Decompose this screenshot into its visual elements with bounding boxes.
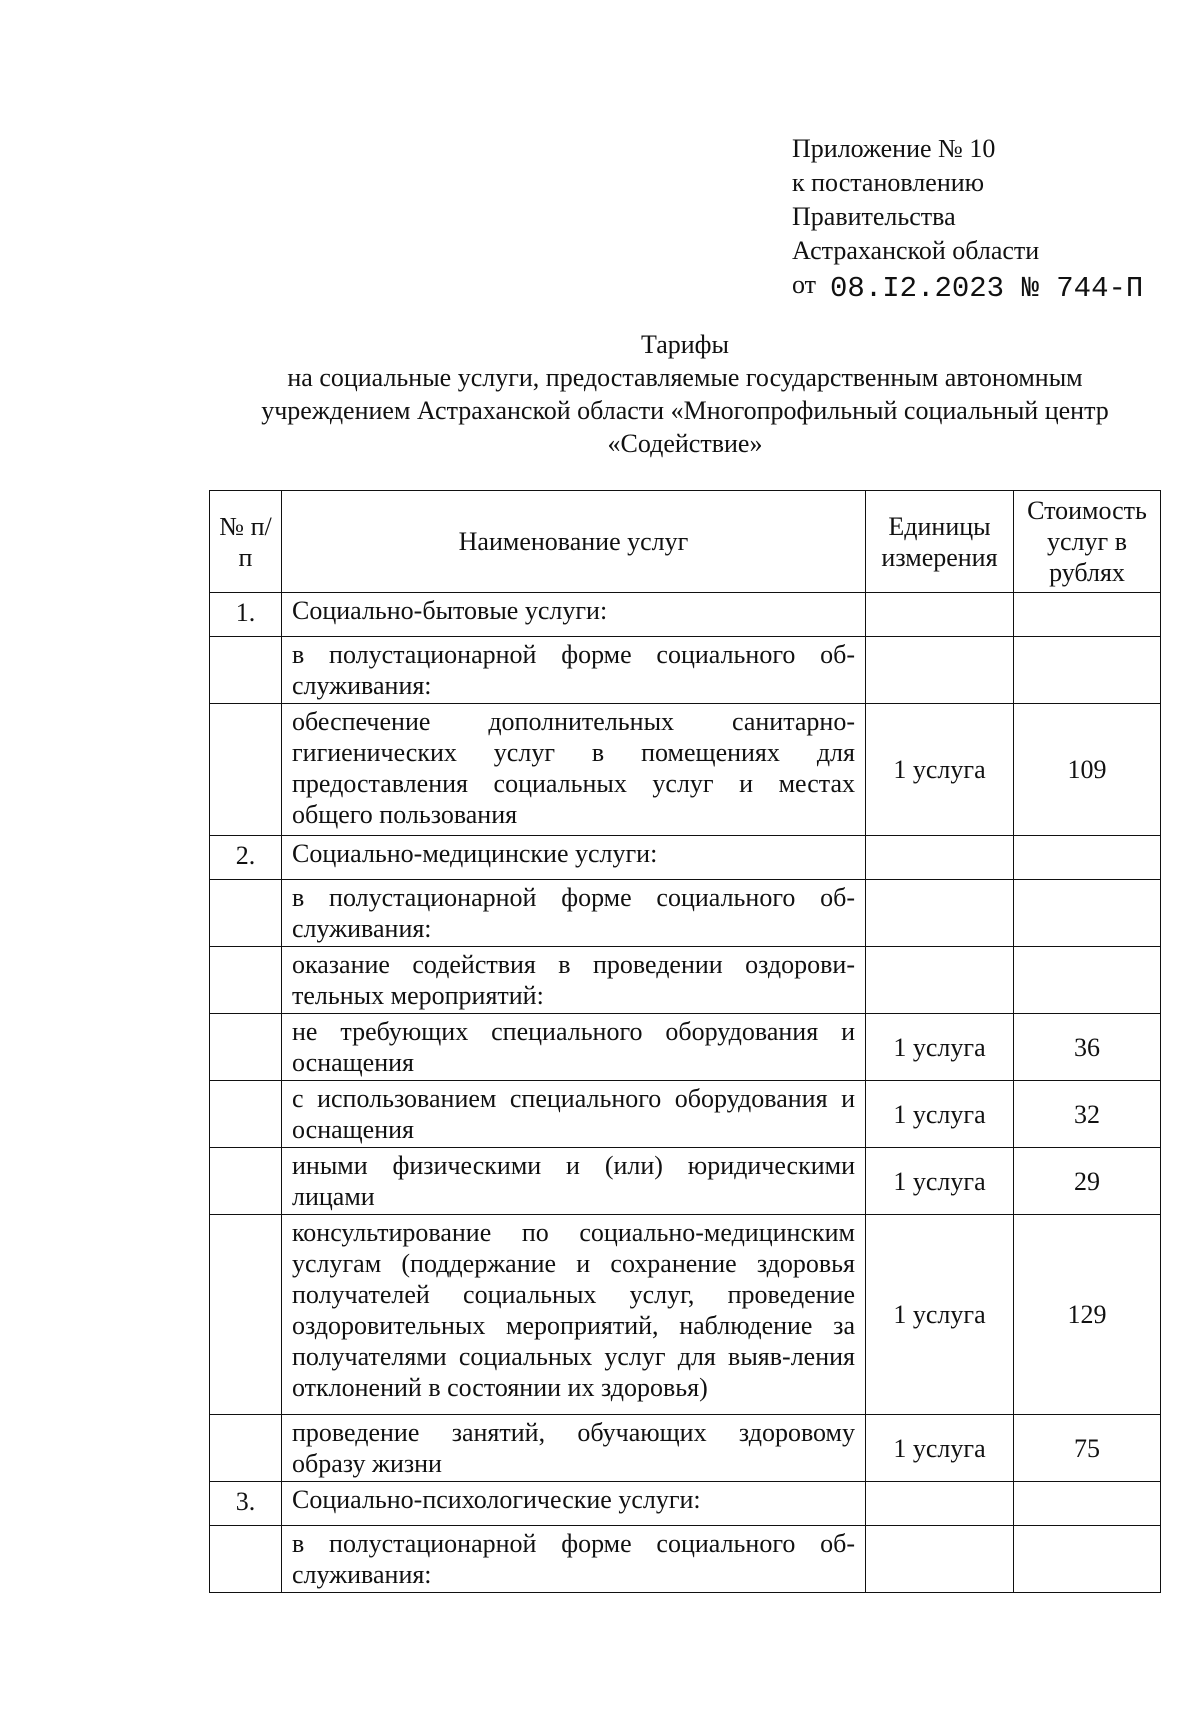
table-row — [210, 1081, 1161, 1148]
table-header-row — [210, 491, 1161, 593]
table-row — [210, 704, 1161, 836]
appendix-line: Астраханской области — [792, 236, 1040, 265]
cell-cost: 109 — [1014, 704, 1161, 836]
cell-num — [210, 1215, 282, 1415]
cell-num — [210, 1526, 282, 1593]
cell-num — [210, 1148, 282, 1215]
table-row — [210, 637, 1161, 704]
cell-name: в полустационарной форме социального об-служивания: — [282, 637, 866, 704]
cell-num — [210, 880, 282, 947]
cell-unit — [866, 637, 1014, 704]
cell-num — [210, 1415, 282, 1482]
cell-name: в полустационарной форме социального об-служивания: — [282, 1526, 866, 1593]
cell-name: не требующих специального оборудования и оснащения — [282, 1014, 866, 1081]
cell-unit: 1 услуга — [866, 704, 1014, 836]
title-line: учреждением Астраханской области «Многопрофильный социальный центр — [261, 396, 1109, 425]
cell-name: консультирование по социально-медицинским услугам (поддержание и сохранение здоровья получателей социальных услуг, проведение оздоровительных мероприятий, наблюдение за получателями социальных услуг для выяв-ления отклонений в состоянии их здоровья) — [282, 1215, 866, 1415]
cell-num — [210, 947, 282, 1014]
cell-unit: 1 услуга — [866, 1081, 1014, 1148]
table-row — [210, 1482, 1161, 1526]
appendix-line: Приложение № 10 — [792, 134, 996, 163]
cell-cost: 29 — [1014, 1148, 1161, 1215]
appendix-block — [792, 132, 1143, 303]
table-row — [210, 1014, 1161, 1081]
cell-cost: 75 — [1014, 1415, 1161, 1482]
cell-name: Социально-бытовые услуги: — [282, 593, 866, 637]
document-title — [205, 328, 1165, 460]
title-line: Тарифы — [640, 330, 729, 359]
title-line: на социальные услуги, предоставляемые государственным автономным — [287, 363, 1083, 392]
cell-num — [210, 1081, 282, 1148]
tariffs-table — [209, 490, 1161, 1593]
table-row — [210, 1526, 1161, 1593]
table-row — [210, 947, 1161, 1014]
cell-name: Социально-психологические услуги: — [282, 1482, 866, 1526]
table-row — [210, 836, 1161, 880]
cell-unit — [866, 1482, 1014, 1526]
appendix-date-line — [792, 268, 1143, 303]
cell-unit — [866, 1526, 1014, 1593]
cell-num: 3. — [210, 1482, 282, 1526]
cell-num — [210, 637, 282, 704]
cell-unit — [866, 947, 1014, 1014]
date-prefix: от — [792, 270, 817, 299]
cell-cost — [1014, 880, 1161, 947]
cell-unit: 1 услуга — [866, 1014, 1014, 1081]
cell-num — [210, 704, 282, 836]
header-num: № п/п — [210, 491, 282, 593]
cell-name: проведение занятий, обучающих здоровому образу жизни — [282, 1415, 866, 1482]
cell-cost: 32 — [1014, 1081, 1161, 1148]
cell-name: в полустационарной форме социального об-служивания: — [282, 880, 866, 947]
title-line: «Содействие» — [607, 429, 763, 458]
table-row — [210, 1415, 1161, 1482]
table-row — [210, 1215, 1161, 1415]
cell-unit — [866, 880, 1014, 947]
header-unit: Единицы измерения — [866, 491, 1014, 593]
table-row — [210, 880, 1161, 947]
cell-unit: 1 услуга — [866, 1415, 1014, 1482]
appendix-line: к постановлению — [792, 168, 985, 197]
cell-cost: 129 — [1014, 1215, 1161, 1415]
cell-unit — [866, 836, 1014, 880]
table-row — [210, 593, 1161, 637]
cell-cost — [1014, 637, 1161, 704]
header-cost: Стоимость услуг в рублях — [1014, 491, 1161, 593]
cell-cost — [1014, 836, 1161, 880]
table-row — [210, 1148, 1161, 1215]
cell-name: оказание содействия в проведении оздорови-тельных мероприятий: — [282, 947, 866, 1014]
cell-cost — [1014, 1482, 1161, 1526]
cell-cost — [1014, 1526, 1161, 1593]
cell-name: с использованием специального оборудования и оснащения — [282, 1081, 866, 1148]
cell-cost — [1014, 593, 1161, 637]
cell-name: Социально-медицинские услуги: — [282, 836, 866, 880]
cell-name: иными физическими и (или) юридическими лицами — [282, 1148, 866, 1215]
cell-num: 2. — [210, 836, 282, 880]
cell-name: обеспечение дополнительных санитарно-гигиенических услуг в помещениях для предоставления социальных услуг и местах общего пользования — [282, 704, 866, 836]
cell-unit: 1 услуга — [866, 1215, 1014, 1415]
cell-cost: 36 — [1014, 1014, 1161, 1081]
header-name: Наименование услуг — [282, 491, 866, 593]
date-stamp: 08.I2.2023 № 744-П — [830, 272, 1144, 305]
cell-num: 1. — [210, 593, 282, 637]
cell-cost — [1014, 947, 1161, 1014]
cell-num — [210, 1014, 282, 1081]
appendix-line: Правительства — [792, 202, 956, 231]
cell-unit — [866, 593, 1014, 637]
cell-unit: 1 услуга — [866, 1148, 1014, 1215]
